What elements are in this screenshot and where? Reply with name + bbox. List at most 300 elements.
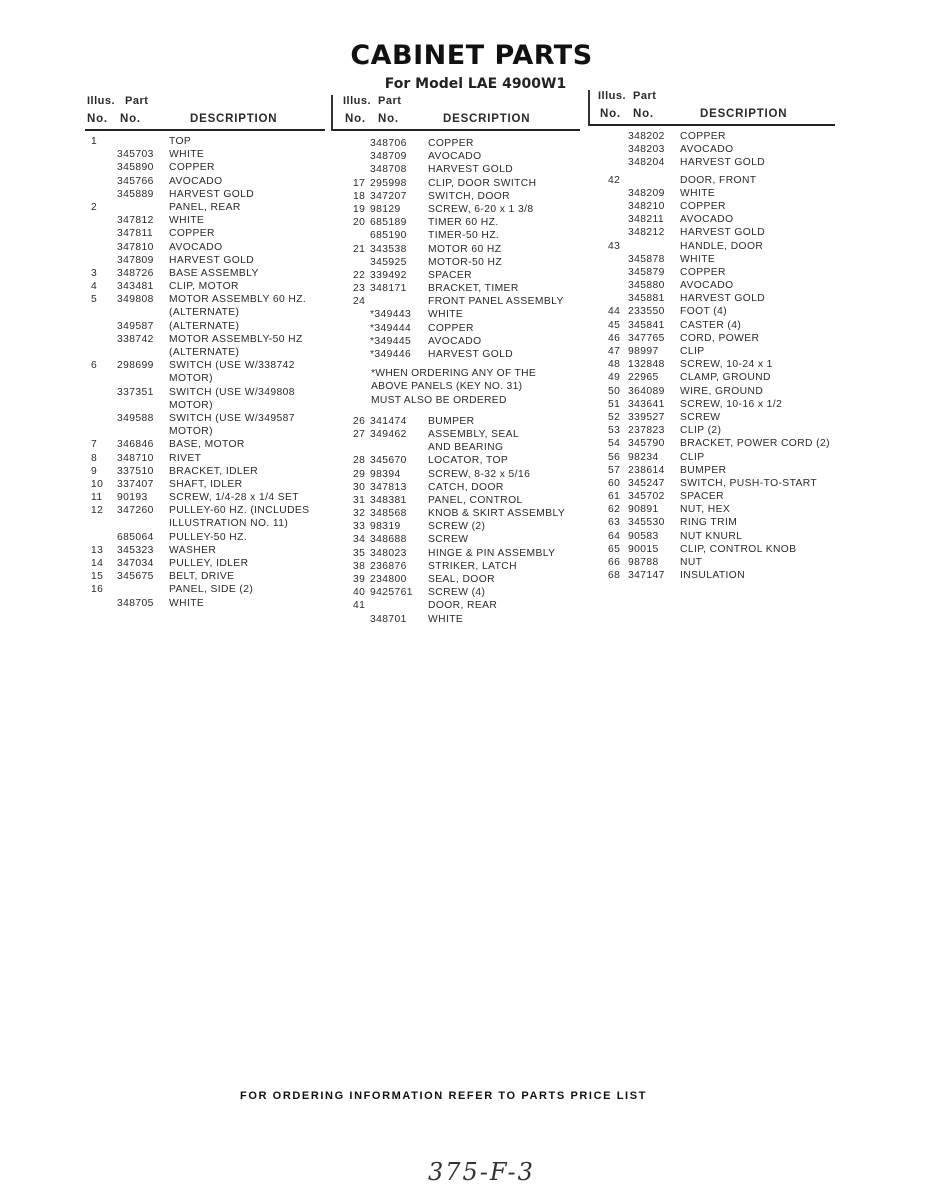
rows-list xyxy=(85,135,330,610)
table-row xyxy=(333,150,583,163)
description: INSULATION xyxy=(680,570,746,582)
illus-no: 21 xyxy=(353,243,366,255)
table-row xyxy=(333,203,583,216)
table-row xyxy=(333,163,583,176)
description: (ALTERNATE) xyxy=(169,307,240,319)
description: HARVEST GOLD xyxy=(680,293,766,305)
table-row xyxy=(333,586,583,599)
table-row xyxy=(85,214,330,227)
part-no: 337407 xyxy=(117,478,154,490)
table-row xyxy=(85,135,330,148)
rows-list xyxy=(590,130,835,582)
part-no: 98129 xyxy=(370,203,401,215)
part-no: 345675 xyxy=(117,571,154,583)
illus-no: 13 xyxy=(91,544,104,556)
table-row xyxy=(85,491,330,504)
table-row xyxy=(333,481,583,494)
note-line: MUST ALSO BE ORDERED xyxy=(371,394,507,406)
table-row xyxy=(333,216,583,229)
note-line: *WHEN ORDERING ANY OF THE xyxy=(371,368,537,380)
part-no: 98394 xyxy=(370,468,401,480)
table-row xyxy=(85,465,330,478)
illus-no: 3 xyxy=(91,267,98,279)
description: SCREW, 10-16 x 1/2 xyxy=(680,398,783,410)
table-row xyxy=(85,544,330,557)
part-no: 348204 xyxy=(628,157,665,169)
part-no: 347813 xyxy=(370,481,407,493)
description: SCREW xyxy=(680,411,721,423)
table-row xyxy=(85,293,330,306)
description: (ALTERNATE) xyxy=(169,347,240,358)
table-row xyxy=(590,240,835,253)
table-row xyxy=(85,333,330,346)
table-row xyxy=(333,468,583,481)
description: COPPER xyxy=(680,200,726,212)
illus-no: 19 xyxy=(353,203,366,215)
description: BASE, MOTOR xyxy=(169,439,245,451)
description: HARVEST GOLD xyxy=(428,349,514,360)
header-part: Part xyxy=(125,95,149,107)
table-row xyxy=(333,269,583,282)
part-no: 345890 xyxy=(117,162,154,174)
part-no: 90583 xyxy=(628,530,659,542)
part-no: 233550 xyxy=(628,306,665,318)
illus-no: 33 xyxy=(353,521,366,533)
part-no: 348212 xyxy=(628,227,665,239)
description: WHITE xyxy=(428,309,464,321)
description: PULLEY-60 HZ. (INCLUDES xyxy=(169,505,310,517)
table-row xyxy=(590,305,835,318)
part-no: 345323 xyxy=(117,544,154,556)
illus-no: 10 xyxy=(91,478,104,490)
part-no: 345881 xyxy=(628,293,665,305)
illus-no: 61 xyxy=(608,491,621,503)
illus-no: 52 xyxy=(608,411,621,423)
column-divider xyxy=(331,95,333,131)
table-row xyxy=(85,504,330,517)
illus-no: 41 xyxy=(353,600,366,612)
illus-no: 62 xyxy=(608,504,621,516)
table-row xyxy=(590,371,835,384)
illus-no: 44 xyxy=(608,306,621,318)
part-no: 349462 xyxy=(370,428,407,440)
description: CLIP xyxy=(680,451,705,463)
model-subtitle: For Model LAE 4900W1 xyxy=(384,76,567,92)
part-no: 345878 xyxy=(628,253,665,265)
illus-no: 60 xyxy=(608,477,621,489)
table-row xyxy=(85,241,330,254)
description: WHITE xyxy=(428,613,464,625)
part-no: 348701 xyxy=(370,613,407,625)
illus-no: 6 xyxy=(91,360,98,372)
description: AVOCADO xyxy=(680,214,734,226)
illus-no: 64 xyxy=(608,530,621,542)
description: ASSEMBLY, SEAL xyxy=(428,428,520,440)
part-no: 347260 xyxy=(117,505,154,517)
part-no: 346846 xyxy=(117,439,154,451)
header-description: DESCRIPTION xyxy=(700,108,788,120)
part-no: 347147 xyxy=(628,570,665,582)
description: WHITE xyxy=(680,253,716,265)
part-no: 345247 xyxy=(628,477,665,489)
table-row xyxy=(85,161,330,174)
illus-no: 17 xyxy=(353,177,366,189)
table-row xyxy=(590,503,835,516)
description: MOTOR-50 HZ xyxy=(428,256,503,268)
part-no: 341474 xyxy=(370,415,407,427)
table-row xyxy=(590,424,835,437)
description: SWITCH, DOOR xyxy=(428,190,511,202)
part-no: 348171 xyxy=(370,283,407,295)
description: SCREW xyxy=(428,534,469,546)
part-no: 238614 xyxy=(628,464,665,476)
part-no: *349445 xyxy=(370,335,412,347)
table-row xyxy=(590,398,835,411)
illus-no: 30 xyxy=(353,481,366,493)
table-row xyxy=(590,556,835,569)
illus-no: 18 xyxy=(353,190,366,202)
description: MOTOR) xyxy=(169,373,213,385)
header-no: No. xyxy=(87,113,108,125)
table-row xyxy=(333,494,583,507)
part-no: 347207 xyxy=(370,190,407,202)
table-row xyxy=(333,335,583,348)
table-row xyxy=(85,386,330,399)
description: SCREW (2) xyxy=(428,521,486,533)
description: SCREW, 6-20 x 1 3/8 xyxy=(428,203,534,215)
illus-no: 27 xyxy=(353,428,366,440)
table-row xyxy=(85,597,330,610)
table-row xyxy=(590,543,835,556)
description: COPPER xyxy=(428,322,474,334)
description: SEAL, DOOR xyxy=(428,574,495,586)
part-no: 236876 xyxy=(370,560,407,572)
illus-no: 56 xyxy=(608,451,621,463)
part-no: *349446 xyxy=(370,349,412,360)
table-row xyxy=(590,130,835,143)
table-row xyxy=(333,613,583,626)
description: MOTOR) xyxy=(169,399,213,411)
table-row xyxy=(590,345,835,358)
table-row xyxy=(333,428,583,441)
order-note xyxy=(333,361,583,415)
description: AVOCADO xyxy=(169,241,223,253)
part-no: 347810 xyxy=(117,241,154,253)
description: TOP xyxy=(169,136,192,147)
part-no: 347811 xyxy=(117,228,153,240)
illus-no: 5 xyxy=(91,294,98,306)
illus-no: 16 xyxy=(91,584,104,596)
illus-no: 11 xyxy=(91,492,103,504)
part-no: 347812 xyxy=(117,215,154,227)
part-no: 337510 xyxy=(117,465,154,477)
description: COPPER xyxy=(680,131,726,142)
handwritten-code: 375-F-3 xyxy=(428,1158,535,1186)
description: TIMER 60 HZ. xyxy=(428,217,499,229)
column-divider xyxy=(588,90,590,126)
table-row xyxy=(590,319,835,332)
part-no: 132848 xyxy=(628,359,665,371)
table-row xyxy=(85,412,330,425)
table-row xyxy=(590,332,835,345)
description: CASTER (4) xyxy=(680,319,742,331)
header-part-no: No. xyxy=(378,113,399,125)
description: HINGE & PIN ASSEMBLY xyxy=(428,547,556,559)
table-row xyxy=(333,322,583,335)
table-row xyxy=(85,201,330,214)
header-illus: Illus. xyxy=(343,95,372,107)
illus-no: 29 xyxy=(353,468,366,480)
table-row xyxy=(333,177,583,190)
illus-no: 20 xyxy=(353,217,366,229)
table-row xyxy=(590,213,835,226)
table-row xyxy=(333,190,583,203)
table-row xyxy=(333,520,583,533)
part-no: 345703 xyxy=(117,149,154,161)
table-row xyxy=(85,452,330,465)
header-rule xyxy=(333,129,580,131)
illus-no: 32 xyxy=(353,508,366,520)
part-no: 685189 xyxy=(370,217,407,229)
part-no: 348202 xyxy=(628,131,665,142)
description: HARVEST GOLD xyxy=(680,157,766,169)
header-no: No. xyxy=(600,108,621,120)
description: BRACKET, IDLER xyxy=(169,465,259,477)
description: COPPER xyxy=(169,228,215,240)
header-part-no: No. xyxy=(633,108,654,120)
table-row xyxy=(333,348,583,361)
illus-no: 1 xyxy=(91,136,98,147)
illus-no: 63 xyxy=(608,517,621,529)
illus-no: 51 xyxy=(608,398,621,410)
table-row xyxy=(85,280,330,293)
part-no: 348705 xyxy=(117,597,154,609)
table-row xyxy=(590,143,835,156)
description: CLIP, MOTOR xyxy=(169,281,239,293)
table-row xyxy=(333,295,583,308)
table-row xyxy=(333,243,583,256)
table-row xyxy=(333,560,583,573)
description: SCREW (4) xyxy=(428,587,486,599)
table-row xyxy=(590,569,835,582)
description: COPPER xyxy=(428,138,474,149)
illus-no: 66 xyxy=(608,557,621,568)
table-row xyxy=(590,200,835,213)
description: ILLUSTRATION NO. 11) xyxy=(169,518,289,530)
part-no: 348381 xyxy=(370,494,407,506)
illus-no: 2 xyxy=(91,201,98,213)
header-part-no: No. xyxy=(120,113,141,125)
part-no: 685190 xyxy=(370,230,407,242)
illus-no: 53 xyxy=(608,425,621,437)
part-no: 98788 xyxy=(628,557,659,568)
description: CLIP xyxy=(680,346,705,357)
part-no: 364089 xyxy=(628,385,665,397)
part-no: 9425761 xyxy=(370,587,413,599)
description: SCREW, 8-32 x 5/16 xyxy=(428,468,531,480)
part-no: 339492 xyxy=(370,269,407,281)
part-no: 349808 xyxy=(117,294,154,306)
description: BUMPER xyxy=(428,415,475,427)
table-row xyxy=(333,256,583,269)
description: CLIP, DOOR SWITCH xyxy=(428,177,537,189)
table-row xyxy=(85,372,330,385)
description: COPPER xyxy=(169,162,215,174)
part-no: 348210 xyxy=(628,200,665,212)
illus-no: 31 xyxy=(353,494,366,506)
description: PANEL, REAR xyxy=(169,201,241,213)
part-no: 348203 xyxy=(628,144,665,156)
part-no: 345889 xyxy=(117,188,154,200)
part-no: 295998 xyxy=(370,177,407,189)
table-row xyxy=(85,517,330,530)
part-no: 347765 xyxy=(628,332,665,344)
table-row xyxy=(333,415,583,428)
description: PULLEY, IDLER xyxy=(169,558,249,569)
description: HARVEST GOLD xyxy=(680,227,766,239)
description: SHAFT, IDLER xyxy=(169,478,243,490)
description: NUT KNURL xyxy=(680,530,743,542)
illus-no: 57 xyxy=(608,464,621,476)
description: RIVET xyxy=(169,452,202,464)
table-row xyxy=(590,464,835,477)
description: BELT, DRIVE xyxy=(169,571,235,583)
part-no: 348211 xyxy=(628,214,664,226)
illus-no: 47 xyxy=(608,346,621,357)
description: SWITCH, PUSH-TO-START xyxy=(680,477,818,489)
description: RING TRIM xyxy=(680,517,738,529)
table-row xyxy=(333,507,583,520)
table-row xyxy=(333,533,583,546)
table-row xyxy=(85,399,330,412)
illus-no: 68 xyxy=(608,570,621,582)
description: BRACKET, TIMER xyxy=(428,283,519,295)
description: CATCH, DOOR xyxy=(428,481,504,493)
part-no: 348706 xyxy=(370,138,407,149)
table-row xyxy=(590,490,835,503)
table-row xyxy=(590,156,835,169)
illus-no: 65 xyxy=(608,543,621,555)
illus-no: 9 xyxy=(91,465,98,477)
description: AVOCADO xyxy=(428,151,482,163)
table-row xyxy=(85,478,330,491)
part-no: *349444 xyxy=(370,322,412,334)
part-no: 345530 xyxy=(628,517,665,529)
table-row xyxy=(590,530,835,543)
part-no: 345670 xyxy=(370,455,407,467)
description: PULLEY-50 HZ. xyxy=(169,531,248,543)
part-no: 343641 xyxy=(628,398,665,410)
part-no: 337351 xyxy=(117,386,154,398)
illus-no: 46 xyxy=(608,332,621,344)
illus-no: 12 xyxy=(91,505,104,517)
table-row xyxy=(590,174,835,187)
description: SWITCH (USE W/349808 xyxy=(169,386,295,398)
part-no: 345702 xyxy=(628,491,665,503)
part-no: 348710 xyxy=(117,452,154,464)
description: MOTOR) xyxy=(169,426,213,438)
part-no: 343481 xyxy=(117,281,154,293)
table-row xyxy=(590,411,835,424)
illus-no: 26 xyxy=(353,415,366,427)
part-no: 339527 xyxy=(628,411,665,423)
description: DOOR, REAR xyxy=(428,600,498,612)
part-no: 347034 xyxy=(117,558,154,569)
illus-no: 8 xyxy=(91,452,98,464)
description: NUT, HEX xyxy=(680,504,731,516)
illus-no: 4 xyxy=(91,281,98,293)
part-no: 345841 xyxy=(628,319,665,331)
table-row xyxy=(85,254,330,267)
description: TIMER-50 HZ. xyxy=(428,230,500,242)
description: MOTOR ASSEMBLY-50 HZ xyxy=(169,333,303,345)
description: AVOCADO xyxy=(680,144,734,156)
part-no: 348209 xyxy=(628,187,665,199)
table-row xyxy=(590,437,835,450)
part-no: *349443 xyxy=(370,309,412,321)
part-no: 345766 xyxy=(117,175,154,187)
header-illus: Illus. xyxy=(87,95,116,107)
description: BASE ASSEMBLY xyxy=(169,267,259,279)
part-no: 98997 xyxy=(628,346,659,357)
description: BUMPER xyxy=(680,464,727,476)
part-no: 348568 xyxy=(370,508,407,520)
description: HARVEST GOLD xyxy=(169,188,255,200)
table-row xyxy=(333,599,583,612)
part-no: 22965 xyxy=(628,372,659,384)
part-no: 298699 xyxy=(117,360,154,372)
part-no: 348023 xyxy=(370,547,407,559)
illus-no: 54 xyxy=(608,438,621,450)
description: SPACER xyxy=(680,491,724,503)
table-row xyxy=(590,226,835,239)
table-row xyxy=(590,266,835,279)
description: MOTOR ASSEMBLY 60 HZ. xyxy=(169,294,307,306)
description: WHITE xyxy=(169,215,205,227)
table-row xyxy=(333,454,583,467)
description: AND BEARING xyxy=(428,442,504,454)
part-no: 345879 xyxy=(628,266,665,278)
part-no: 338742 xyxy=(117,333,154,345)
ordering-footer: FOR ORDERING INFORMATION REFER TO PARTS PRICE LIST xyxy=(240,1090,647,1102)
part-no: 345790 xyxy=(628,438,665,450)
table-row xyxy=(333,137,583,150)
illus-no: 42 xyxy=(608,174,621,186)
table-row xyxy=(590,516,835,529)
description: SCREW, 1/4-28 x 1/4 SET xyxy=(169,492,299,504)
table-row xyxy=(590,385,835,398)
illus-no: 34 xyxy=(353,534,366,546)
table-row xyxy=(333,573,583,586)
description: WASHER xyxy=(169,544,217,556)
part-no: 348688 xyxy=(370,534,407,546)
table-row xyxy=(85,346,330,359)
header-part: Part xyxy=(378,95,402,107)
part-no: 90193 xyxy=(117,492,148,504)
description: WHITE xyxy=(169,597,205,609)
header-description: DESCRIPTION xyxy=(190,113,278,125)
illus-no: 48 xyxy=(608,359,621,371)
table-row xyxy=(85,570,330,583)
page-title: CABINET PARTS xyxy=(350,40,593,71)
part-no: 348708 xyxy=(370,164,407,176)
table-row xyxy=(590,279,835,292)
illus-no: 50 xyxy=(608,385,621,397)
table-row xyxy=(590,253,835,266)
description: SWITCH (USE W/349587 xyxy=(169,412,295,424)
illus-no: 49 xyxy=(608,372,621,384)
description: CLIP (2) xyxy=(680,425,722,437)
